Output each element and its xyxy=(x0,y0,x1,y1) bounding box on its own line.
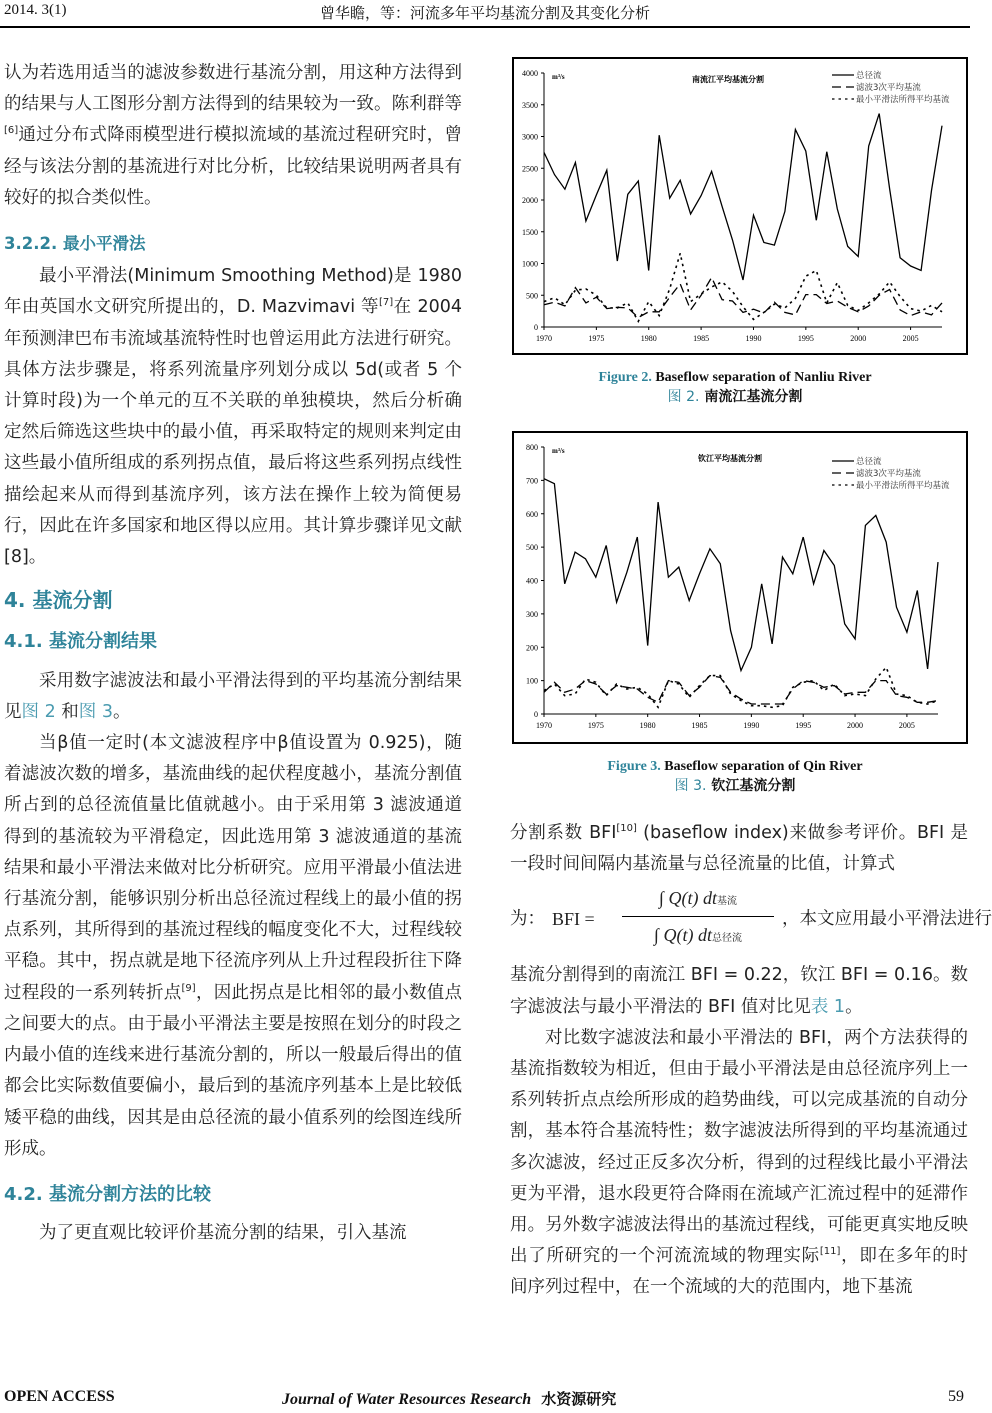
qin-chart-svg xyxy=(514,433,966,742)
y-tick-label: 0 xyxy=(534,710,538,719)
y-tick-label: 100 xyxy=(526,676,538,686)
x-tick-label: 1975 xyxy=(588,334,605,343)
series-line-solid xyxy=(544,114,942,280)
y-tick-label: 4000 xyxy=(522,69,538,78)
x-tick-label: 1985 xyxy=(693,334,710,343)
paragraph: 采用数字滤波法和最小平滑法得到的平均基流分割结果见图 2 和图 3。 xyxy=(4,670,462,722)
y-tick-label: 2000 xyxy=(522,196,538,205)
y-tick-label: 500 xyxy=(526,291,538,301)
figure-2-caption xyxy=(500,370,970,406)
legend-label: 滤波3次平均基流 xyxy=(856,83,921,93)
y-tick-label: 700 xyxy=(526,476,538,486)
formula-prefix: 为： xyxy=(510,909,545,930)
chart-title: 钦江平均基流分割 xyxy=(698,454,762,463)
section-heading-4-2: 4.2. 基流分割方法的比较 xyxy=(4,1183,211,1205)
figure-label: Figure 3. xyxy=(607,759,661,774)
page-header xyxy=(0,0,970,26)
y-tick-label: 0 xyxy=(534,323,538,332)
formula-denominator: ∫ Q(t) dt总径流 xyxy=(654,925,742,946)
paragraph: 认为若选用适当的滤波参数进行基流分割，用这种方法得到的结果与人工图形分割方法得到的结果较为一致。陈利群等[6]通过分布式降雨模型进行模拟流域的基流过程研究时，曾经与该法分割的基流进行对比分析，比较结果说明两者具有较好的拟合类似性。 xyxy=(4,63,462,208)
paragraph: 分割系数 BFI[10] (baseflow index)来做参考评价。BFI 是一段时间间隔内基流量与总径流量的比值，计算式 xyxy=(510,823,968,875)
formula-fraction xyxy=(618,880,778,953)
figure-2-chart xyxy=(512,57,968,355)
series-line-solid xyxy=(544,479,938,671)
y-tick-label: 3000 xyxy=(522,132,538,142)
page-number: 59 xyxy=(948,1388,964,1405)
y-tick-label: 400 xyxy=(526,576,538,586)
caption-text: 南流江基流分割 xyxy=(699,389,803,405)
page-footer xyxy=(0,1388,970,1412)
table-1-link[interactable]: 表 1 xyxy=(810,996,846,1017)
citation-7[interactable]: [7] xyxy=(378,297,394,309)
x-tick-label: 1970 xyxy=(536,334,552,343)
x-tick-label: 1990 xyxy=(745,334,762,343)
left-column xyxy=(4,58,462,1249)
legend-label: 总径流 xyxy=(856,71,882,81)
x-tick-label: 1980 xyxy=(639,721,656,730)
issue-label: 2014. 3(1) xyxy=(4,2,67,18)
legend-label: 最小平滑法所得平均基流 xyxy=(856,95,950,105)
paragraph: 对比数字滤波法和最小平滑法的 BFI，两个方法获得的基流指数较为相近，但由于最小平滑法是由总径流序列上一系列转折点点绘所形成的趋势曲线，可以完成基流的自动分割，基本符合基流特性；数字滤波法所得到的平均基流通过多次滤波，经过正反多次分析，得到的过程线比最小平滑法更为平滑，退水段更符合降雨在流域产汇流过程中的延滞作用。另外数字滤波法得出的基流过程线，可能更真实地反映出了所研究的一个河流流域的物理实际[11]，即在多年的时间序列过程中，在一个流域的大的范围内，地下基流 xyxy=(510,1027,969,1298)
figure-label: 图 2. xyxy=(667,389,700,405)
y-tick-label: 200 xyxy=(526,643,538,653)
caption-text: Baseflow separation of Nanliu River xyxy=(651,370,872,385)
y-tick-label: 1500 xyxy=(522,227,538,237)
formula-suffix: ，本文应用最小平滑法进行 xyxy=(782,909,992,930)
section-heading-4: 4. 基流分割 xyxy=(4,588,113,613)
series-line-dotted xyxy=(544,667,938,707)
x-tick-label: 2005 xyxy=(902,334,919,343)
section-heading-4-1: 4.1. 基流分割结果 xyxy=(4,631,157,653)
figure-3-chart xyxy=(512,431,968,744)
legend-label: 滤波3次平均基流 xyxy=(856,469,921,479)
y-tick-label: 300 xyxy=(526,609,538,619)
figure-label: Figure 2. xyxy=(598,370,652,385)
paragraph: 基流分割得到的南流江 BFI = 0.22，钦江 BFI = 0.16。数字滤波法与最小平滑法的 BFI 值对比见表 1。 xyxy=(510,965,968,1017)
x-tick-label: 2005 xyxy=(898,721,915,730)
citation-6[interactable]: [6] xyxy=(4,125,19,137)
formula-numerator: ∫ Q(t) dt基流 xyxy=(659,888,737,909)
figure-3-link[interactable]: 图 3 xyxy=(78,701,113,722)
y-tick-label: 600 xyxy=(526,509,538,519)
y-tick-label: 500 xyxy=(526,543,538,553)
figure-3-caption xyxy=(500,759,970,795)
figure-label: 图 3. xyxy=(674,778,707,794)
x-tick-label: 2000 xyxy=(850,334,867,343)
y-tick-label: 1000 xyxy=(522,259,538,269)
chart-title: 南流江平均基流分割 xyxy=(692,75,764,84)
y-tick-label: 800 xyxy=(526,443,538,452)
x-tick-label: 1995 xyxy=(797,334,814,343)
x-tick-label: 2000 xyxy=(847,721,864,730)
y-tick-label: 2500 xyxy=(522,164,538,174)
series-line-dashed xyxy=(544,278,942,318)
bfi-formula xyxy=(510,880,992,960)
running-title: 曾华瞻，等：河流多年平均基流分割及其变化分析 xyxy=(319,4,650,22)
x-tick-label: 1995 xyxy=(795,721,812,730)
formula-lhs: BFI = xyxy=(552,909,595,930)
x-tick-label: 1975 xyxy=(587,721,604,730)
y-unit-label: m³/s xyxy=(552,73,565,81)
header-rule xyxy=(0,26,970,28)
figure-2-link[interactable]: 图 2 xyxy=(21,701,56,722)
citation-9[interactable]: [9] xyxy=(181,982,196,994)
paragraph: 当β值一定时(本文滤波程序中β值设置为 0.925)，随着滤波次数的增多，基流曲线的起伏程度越小，基流分割值所占到的总径流值量比值就越小。由于采用第 3 滤波通道得到的基流较为平滑稳定，因此选用第 3 滤波通道的基流结果和最小平滑法来做对比分析研究。应用平滑最小值法进行基流分割，能够识别分析出总径流过程线上的最小值的拐点系列，其所得到的基流过程线的幅度变化不大，过程线较平稳。其中，拐点就是地下径流序列从上升过程段折往下降过程段的一系列转折点[9]，因此拐点是比相邻的最小数值点之间要大的点。由于最小平滑法主要是按照在划分的时段之内最小值的连线来进行基流分割的，所以一般最后得出的值都会比实际数值要偏小，最后到的基流序列基本上是比较低矮平稳的曲线，因其是由总径流的最小值系列的绘图连线所形成。 xyxy=(4,733,462,1159)
caption-text: 钦江基流分割 xyxy=(706,778,796,794)
legend-label: 最小平滑法所得平均基流 xyxy=(856,481,950,491)
section-heading-3-2-2: 3.2.2. 最小平滑法 xyxy=(4,234,146,254)
nanliu-chart-svg xyxy=(514,59,966,353)
journal-name: Journal of Water Resources Research 水资源研究 xyxy=(282,1390,617,1408)
legend-label: 总径流 xyxy=(856,457,882,467)
paragraph: 最小平滑法(Minimum Smoothing Method)是 1980 年由英国水文研究所提出的，D. Mazvimavi 等[7]在 2004 年预测津巴布韦流域基流特性时也曾运用此方法进行研究。具体方法步骤是，将系列流量序列划分成以 5d(或者 5 个计算时段)为一个单元的互不关联的单独模块，然后分析确定然后筛选这些块中的最小值，再采取特定的规则来判定由这些最小值所组成的系列拐点值，最后将这些系列拐点线性描绘起来从而得到基流序列，该方法在操作上较为简便易行，因此在许多国家和地区得以应用。其计算步骤详见文献[8]。 xyxy=(4,266,462,568)
citation-11[interactable]: [11] xyxy=(819,1246,841,1258)
y-unit-label: m³/s xyxy=(552,447,565,455)
right-column xyxy=(510,818,992,1304)
x-tick-label: 1980 xyxy=(640,334,657,343)
caption-text: Baseflow separation of Qin River xyxy=(660,759,863,774)
series-line-dotted xyxy=(544,253,942,321)
citation-10[interactable]: [10] xyxy=(616,823,637,834)
y-tick-label: 3500 xyxy=(522,100,538,110)
x-tick-label: 1970 xyxy=(536,721,552,730)
open-access-label: OPEN ACCESS xyxy=(4,1388,115,1405)
paragraph: 为了更直观比较评价基流分割的结果，引入基流 xyxy=(39,1223,407,1244)
x-tick-label: 1990 xyxy=(743,721,760,730)
x-tick-label: 1985 xyxy=(691,721,708,730)
